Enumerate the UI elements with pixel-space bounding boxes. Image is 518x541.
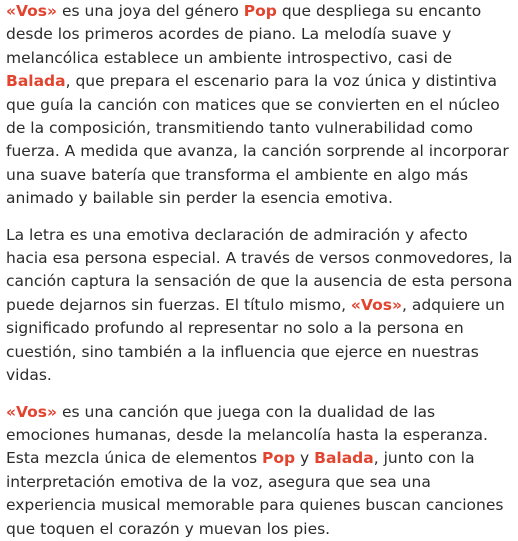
song-title-highlight: «Vos» xyxy=(6,402,58,421)
genre-highlight-balada: Balada xyxy=(6,72,66,91)
paragraph-text: y xyxy=(295,449,315,468)
song-title-highlight: «Vos» xyxy=(350,295,402,314)
song-title-highlight: «Vos» xyxy=(6,2,58,20)
genre-highlight-balada: Balada xyxy=(314,449,374,468)
paragraph-text: es una joya del género xyxy=(57,2,244,20)
paragraph-text: es una canción que juega con la dualidad de las emociones humanas, desde la melancolía hasta la esperanza. Esta mezcla única de elementos xyxy=(6,402,488,468)
paragraph-text: , adquiere un significado profundo al representar no solo a la persona en cuestión, sino también a la influencia que ejerce en nuestras vidas. xyxy=(6,295,505,385)
paragraph-intro xyxy=(6,0,514,211)
paragraph-lyrics xyxy=(6,224,514,388)
genre-highlight-pop: Pop xyxy=(262,449,296,468)
paragraph-text: La letra es una emotiva declaración de admiración y afecto hacia esa persona especial. A través de versos conmovedores, la canción captura la sensación de que la ausencia de esta persona puede dejarnos sin fuerzas. El título mismo, xyxy=(6,225,513,314)
paragraph-text: , junto con la interpretación emotiva de la voz, asegura que sea una experiencia musical memorable para quienes buscan canciones que toquen el corazón y muevan los pies. xyxy=(6,449,504,538)
paragraph-conclusion xyxy=(6,401,514,541)
genre-highlight-pop: Pop xyxy=(243,2,277,20)
paragraph-text: , que prepara el escenario para la voz única y distintiva que guía la canción con matices que se convierten en el núcleo de la composición, transmitiendo tanto vulnerabilidad como fuerza. A medida que avanza, la canción sorprende al incorporar una suave batería que transforma el ambiente en algo más animado y bailable sin perder la esencia emotiva. xyxy=(6,72,509,208)
paragraph-text: que despliega su encanto desde los primeros acordes de piano. La melodía suave y melancólica establece un ambiente introspectivo, casi de xyxy=(6,2,482,67)
